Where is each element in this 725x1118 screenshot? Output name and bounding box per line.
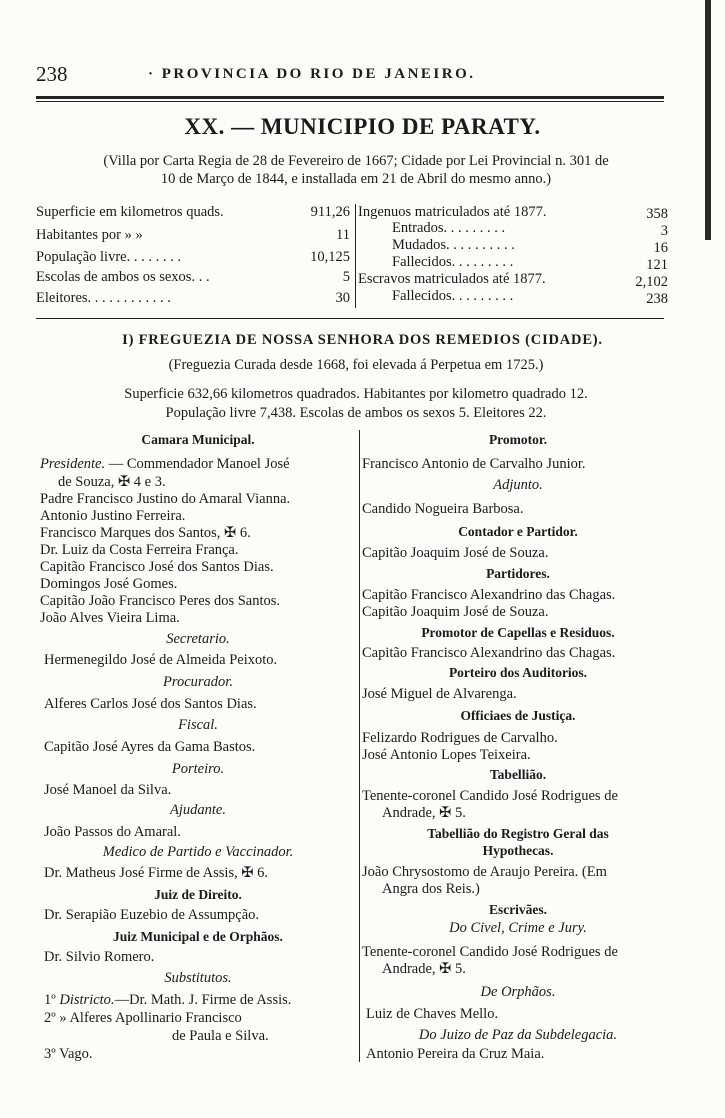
office-heading: Juiz de Direito. xyxy=(154,887,242,902)
entry-line: Candido Nogueira Barbosa. xyxy=(362,501,524,517)
office-heading: Escrivães. xyxy=(488,902,548,917)
entry-line: 2º » Alferes Apollinario Francisco xyxy=(44,1010,242,1026)
entry-line: Capitão Joaquim José de Souza. xyxy=(362,545,549,561)
intro-line-1: (Villa por Carta Regia de 28 de Fevereiro de 1667; Cidade por Lei Provincial n. 301 de xyxy=(103,153,609,169)
running-title: · PROVINCIA DO RIO DE JANEIRO. xyxy=(148,66,476,82)
stat-left-value: 11 xyxy=(336,227,350,243)
entry-line: José Miguel de Alvarenga. xyxy=(362,686,517,702)
entry-line xyxy=(44,992,291,1009)
entry-line: Andrade, ✠ 5. xyxy=(382,805,466,821)
entry-line: João Passos do Amaral. xyxy=(44,824,181,840)
role-heading: Fiscal. xyxy=(178,717,218,733)
role-label: Presidente. xyxy=(40,456,106,472)
role-heading: Substitutos. xyxy=(164,970,232,986)
stat-right-value: 2,102 xyxy=(635,274,668,290)
role-heading: Do Civel, Crime e Jury. xyxy=(449,920,587,936)
office-heading: Hypothecas. xyxy=(482,843,554,858)
section-rule xyxy=(36,318,664,319)
header-rule-thin xyxy=(36,101,664,102)
entry-line: Luiz de Chaves Mello. xyxy=(366,1006,499,1022)
entry-line: José Antonio Lopes Teixeira. xyxy=(362,747,531,763)
section-subheading: (Freguezia Curada desde 1668, foi elevada á Perpetua em 1725.) xyxy=(168,357,544,373)
stat-right-value: 16 xyxy=(653,240,668,256)
entry-line: Andrade, ✠ 5. xyxy=(382,961,466,977)
entry-line: Angra dos Reis.) xyxy=(382,881,480,897)
role-heading: Ajudante. xyxy=(170,802,226,818)
entry-text: —Dr. Math. J. Firme de Assis. xyxy=(114,992,292,1008)
entry-line: Francisco Antonio de Carvalho Junior. xyxy=(362,456,586,472)
entry-text: — Commendador Manoel José xyxy=(105,456,290,472)
entry-line: Hermenegildo José de Almeida Peixoto. xyxy=(44,652,278,668)
stat-left-label: Escolas de ambos os sexos. . . xyxy=(36,269,210,285)
role-heading: Procurador. xyxy=(163,674,233,690)
entry-line: José Manoel da Silva. xyxy=(44,782,172,798)
section-stats-line-1: Superficie 632,66 kilometros quadrados. Habitantes por kilometro quadrado 12. xyxy=(124,386,588,402)
section-stats-line-2: População livre 7,438. Escolas de ambos os sexos 5. Eleitores 22. xyxy=(165,405,547,421)
office-heading: Promotor de Capellas e Residuos. xyxy=(421,625,615,640)
office-heading: Partidores. xyxy=(486,566,550,581)
entry-line: Dr. Matheus José Firme de Assis, ✠ 6. xyxy=(44,865,269,881)
running-header xyxy=(36,62,676,88)
page-number: 238 xyxy=(36,62,68,86)
stat-left-label: População livre. . . . . . . . xyxy=(36,249,181,265)
entry-line: João Alves Vieira Lima. xyxy=(40,610,180,626)
role-heading: De Orphãos. xyxy=(480,984,556,1000)
entry-line: Antonio Pereira da Cruz Maia. xyxy=(366,1046,545,1062)
intro-line-2: 10 de Março de 1844, e installada em 21 de Abril do mesmo anno.) xyxy=(160,171,552,187)
stat-left-value: 5 xyxy=(342,269,350,285)
stat-right-label: Mudados. . . . . . . . . . xyxy=(392,237,515,253)
office-heading: Promotor. xyxy=(488,432,548,447)
entry-line: Capitão João Francisco Peres dos Santos. xyxy=(40,593,281,609)
entry-line: Antonio Justino Ferreira. xyxy=(40,508,186,524)
stat-right-label: Fallecidos. . . . . . . . . xyxy=(392,288,514,304)
entry-line: Capitão Francisco Alexandrino das Chagas. xyxy=(362,645,616,661)
stat-left-value: 911,26 xyxy=(310,204,350,220)
stat-left-label: Superficie em kilometros quads. xyxy=(36,204,224,220)
entry-line: Felizardo Rodrigues de Carvalho. xyxy=(362,730,558,746)
entry-line: Padre Francisco Justino do Amaral Vianna. xyxy=(40,491,291,507)
office-heading: Officiaes de Justiça. xyxy=(460,708,576,723)
entry-line: de Souza, ✠ 4 e 3. xyxy=(58,474,166,490)
stat-right-label: Escravos matriculados até 1877. xyxy=(358,271,546,287)
stat-right-value: 3 xyxy=(660,223,668,239)
entry-line: Capitão José Ayres da Gama Bastos. xyxy=(44,739,256,755)
entry-line: Dr. Luiz da Costa Ferreira França. xyxy=(40,542,239,558)
stat-right-label: Entrados. . . . . . . . . xyxy=(392,220,506,236)
stat-right-value: 358 xyxy=(646,206,668,222)
stat-left-label: Eleitores. . . . . . . . . . . . xyxy=(36,290,171,306)
office-heading: Tabellião do Registro Geral das xyxy=(427,826,609,841)
role-heading: Adjunto. xyxy=(493,477,543,493)
column-divider xyxy=(359,430,360,1062)
entry-line: Francisco Marques dos Santos, ✠ 6. xyxy=(40,525,251,541)
role-label: Districto. xyxy=(59,992,115,1008)
office-heading: Juiz Municipal e de Orphãos. xyxy=(113,929,283,944)
entry-line: 3º Vago. xyxy=(44,1046,93,1062)
entry-line: Capitão Francisco José dos Santos Dias. xyxy=(40,559,274,575)
entry-line: Tenente-coronel Candido José Rodrigues de xyxy=(362,944,618,960)
stat-left-value: 10,125 xyxy=(310,249,350,265)
role-heading: Do Juizo de Paz da Subdelegacia. xyxy=(418,1027,618,1043)
entry-line: Capitão Francisco Alexandrino das Chagas. xyxy=(362,587,616,603)
stat-left-value: 30 xyxy=(335,290,350,306)
entry-line: Tenente-coronel Candido José Rodrigues de xyxy=(362,788,618,804)
entry-line: Capitão Joaquim José de Souza. xyxy=(362,604,549,620)
entry-line: de Paula e Silva. xyxy=(172,1028,269,1044)
stat-right-value: 238 xyxy=(646,291,668,307)
entry-line: Dr. Serapião Euzebio de Assumpção. xyxy=(44,907,260,923)
office-heading: Contador e Partidor. xyxy=(458,524,578,539)
stat-right-label: Fallecidos. . . . . . . . . xyxy=(392,254,514,270)
section-heading: I) FREGUEZIA DE NOSSA SENHORA DOS REMEDIOS (CIDADE). xyxy=(122,332,603,348)
role-heading: Medico de Partido e Vaccinador. xyxy=(102,844,294,860)
entry-line: Dr. Silvio Romero. xyxy=(44,949,155,965)
entry-line: Domingos José Gomes. xyxy=(40,576,178,592)
office-heading: Porteiro dos Auditorios. xyxy=(448,665,588,680)
entry-line: Alferes Carlos José dos Santos Dias. xyxy=(44,696,257,712)
stat-right-label: Ingenuos matriculados até 1877. xyxy=(358,204,547,220)
stat-right-value: 121 xyxy=(646,257,668,273)
chapter-title: XX. — MUNICIPIO DE PARATY. xyxy=(184,114,541,139)
stat-left-label: Habitantes por » » xyxy=(36,227,143,243)
role-heading: Secretario. xyxy=(166,631,230,647)
role-heading: Porteiro. xyxy=(171,761,225,777)
header-rule-thick xyxy=(36,96,664,99)
stats-divider xyxy=(355,204,356,308)
entry-text: 1º xyxy=(44,992,60,1008)
entry-line xyxy=(40,456,290,473)
office-heading: Tabellião. xyxy=(489,767,547,782)
office-heading: Camara Municipal. xyxy=(141,432,255,447)
entry-line: João Chrysostomo de Araujo Pereira. (Em xyxy=(362,864,607,880)
